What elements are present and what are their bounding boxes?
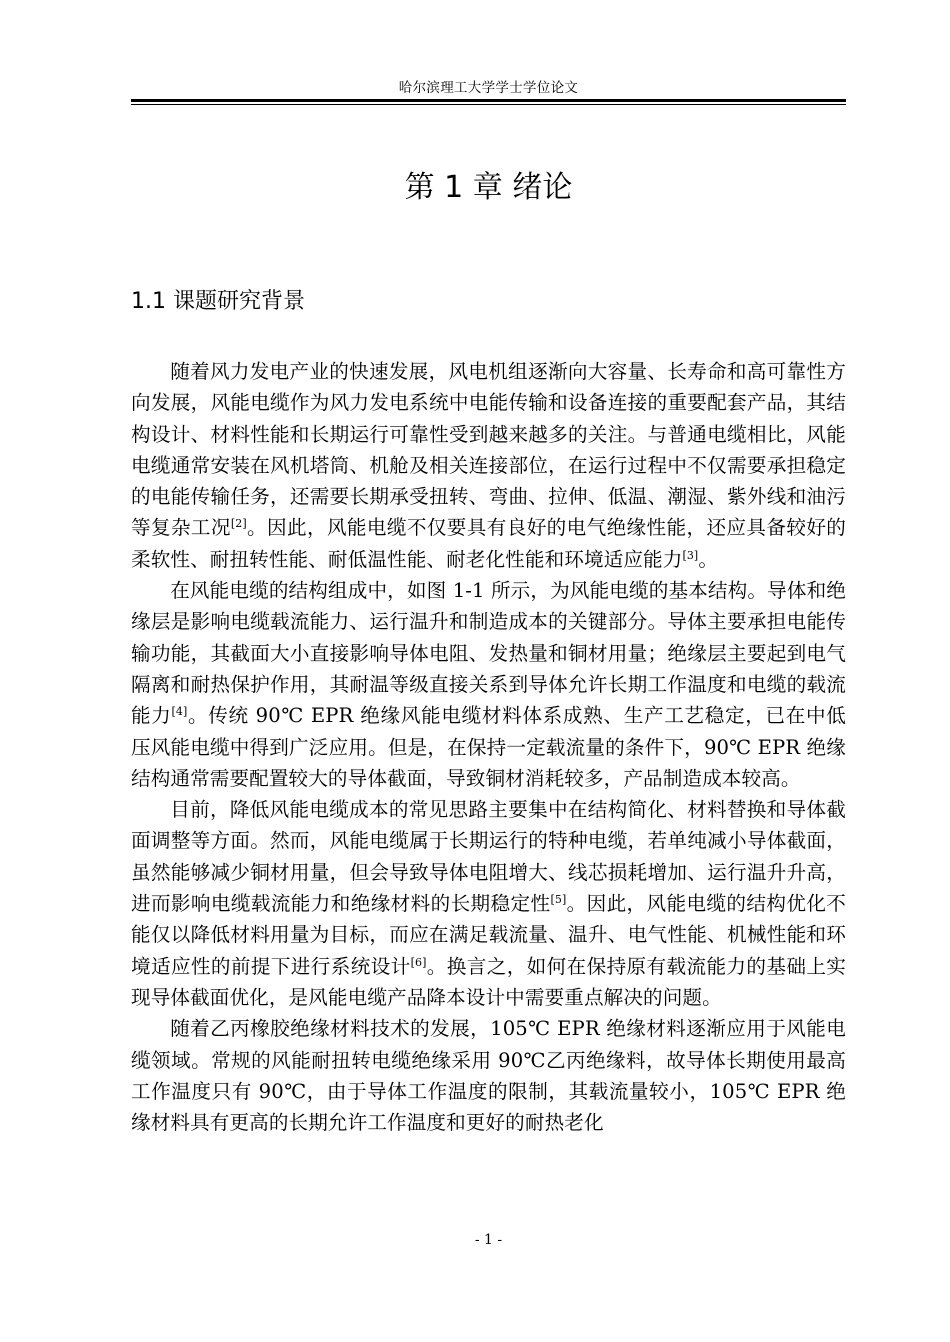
paragraph-text: 。传统 90℃ EPR 绝缘风能电缆材料体系成熟、生产工艺稳定，已在中低压风能电缆中得到广泛应用。但是，在保持一定载流量的条件下，90℃ EPR 绝缘结构通常需要配置较大的导体截面，导致铜材消耗较多，产品制造成本较高。 [131,704,847,790]
paragraph-3 [131,794,846,1013]
running-header: 哈尔滨理工大学学士学位论文 [398,80,579,96]
paragraph-2 [131,575,846,794]
paragraph-text: 在风能电缆的结构组成中，如图 1-1 所示，为风能电缆的基本结构。导体和绝缘层是影响电缆载流能力、运行温升和制造成本的关键部分。导体主要承担电能传输功能，其截面大小直接影响导体电阻、发热量和铜材用量；绝缘层主要起到电气隔离和耐热保护作用，其耐温等级直接关系到导体允许长期工作温度和电缆的载流能力 [131,579,846,728]
paragraph-text: 。因此，风能电缆的结构优化不能仅以降低材料用量为目标，而应在满足载流量、温升、电气性能、机械性能和环境适应性的前提下进行系统设计 [131,892,846,978]
paragraph-text: 目前，降低风能电缆成本的常见思路主要集中在结构简化、材料替换和导体截面调整等方面。然而，风能电缆属于长期运行的特种电缆，若单纯减小导体截面，虽然能够减少铜材用量，但会导致导体电阻增大、线芯损耗增加、运行温升升高，进而影响电缆载流能力和绝缘材料的长期稳定性 [131,798,846,916]
paragraph-text: 。因此，风能电缆不仅要具有良好的电气绝缘性能，还应具备较好的柔软性、耐扭转性能、耐低温性能、耐老化性能和环境适应能力 [131,516,847,571]
header-rule-thick [131,99,846,102]
chapter-title: 第 1 章 绪论 [404,170,573,205]
paragraph-text: 随着风力发电产业的快速发展，风电机组逐渐向大容量、长寿命和高可靠性方向发展，风能电缆作为风力发电系统中电能传输和设备连接的重要配套产品，其结构设计、材料性能和长期运行可靠性受到越来越多的关注。与普通电缆相比，风能电缆通常安装在风机塔筒、机舱及相关连接部位，在运行过程中不仅需要承担稳定的电能传输任务，还需要长期承受扭转、弯曲、拉伸、低温、潮湿、紫外线和油污等复杂工况 [131,360,846,540]
body-text [131,356,846,1138]
paragraph-text: 。 [698,547,719,571]
citation-ref: [2] [230,517,247,531]
citation-ref: [4] [171,705,188,719]
citation-ref: [6] [410,955,427,969]
paragraph-1 [131,356,846,575]
section-title: 1.1 课题研究背景 [131,289,305,314]
page-number: - 1 - [474,1232,503,1248]
header-rule-thin [131,104,846,105]
citation-ref: [5] [550,893,567,907]
paragraph-text: 随着乙丙橡胶绝缘材料技术的发展，105℃ EPR 绝缘材料逐渐应用于风能电缆领域。常规的风能耐扭转电缆绝缘采用 90℃乙丙绝缘料，故导体长期使用最高工作温度只有 90℃，由于导体工作温度的限制，其载流量较小，105℃ EPR 绝缘材料具有更高的长期允许工作温度和更好的耐热老化 [131,1017,846,1135]
paragraph-text: 。换言之，如何在保持原有载流能力的基础上实现导体截面优化，是风能电缆产品降本设计中需要重点解决的问题。 [131,954,846,1009]
citation-ref: [3] [682,548,699,562]
paragraph-4 [131,1013,846,1138]
